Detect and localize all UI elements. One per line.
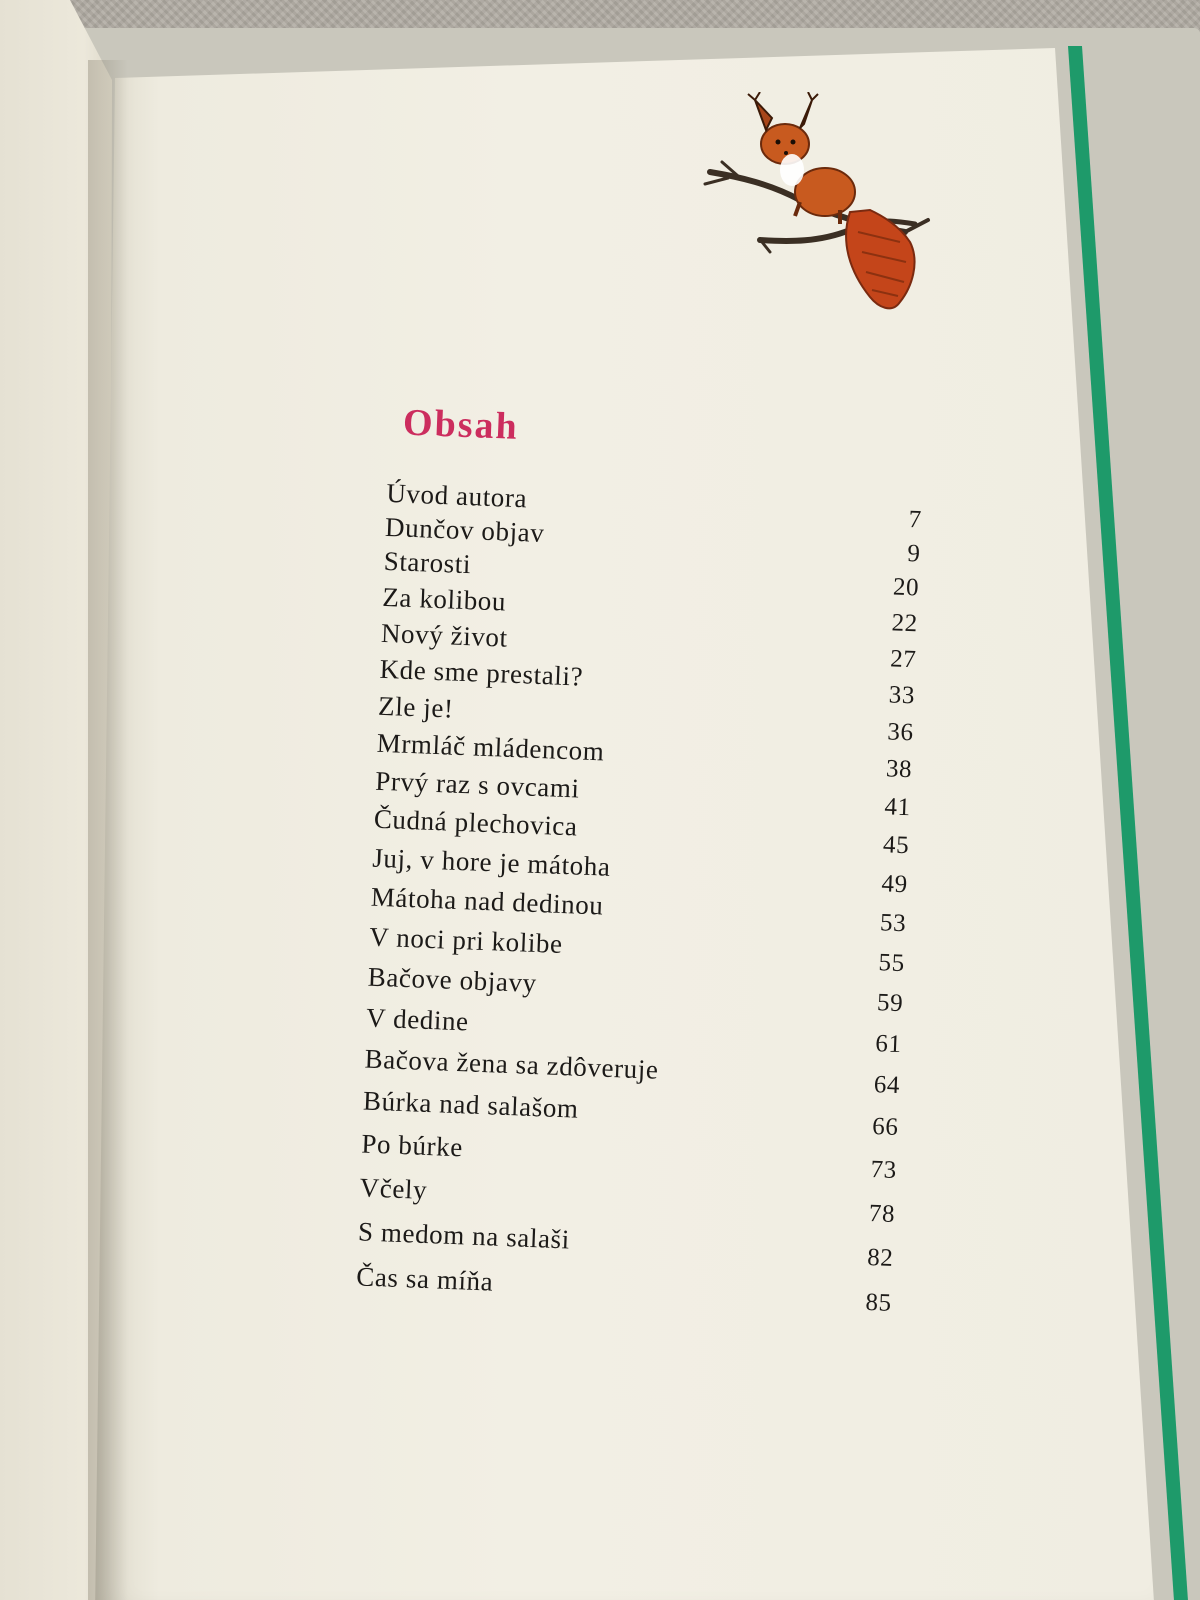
toc-entry-page-number: 82	[866, 1243, 894, 1272]
toc-entry-page-number: 20	[892, 573, 920, 602]
squirrel-illustration	[700, 92, 950, 332]
toc-entry-page-number: 27	[889, 645, 917, 674]
toc-entry-title: Mátoha nad dedinou	[370, 881, 605, 921]
toc-entry-page-number: 7	[908, 506, 923, 534]
toc-entry-title: Kde sme prestali?	[379, 653, 584, 692]
toc-entry-page-number: 73	[870, 1156, 898, 1185]
toc-entry-title: Čudná plechovica	[373, 803, 579, 842]
toc-entry-page-number: 45	[882, 831, 910, 860]
toc-entry-title: S medom na salaši	[357, 1216, 571, 1255]
toc-entry-title: Nový život	[380, 617, 509, 653]
toc-entry-page-number: 38	[885, 755, 913, 784]
toc-entry-title: Mrmláč mládencom	[376, 727, 606, 767]
toc-entry-page-number: 85	[864, 1288, 893, 1317]
toc-entry-title: V noci pri kolibe	[368, 921, 564, 960]
toc-entry-page-number: 9	[906, 539, 921, 568]
toc-entry-title: Starosti	[383, 545, 472, 580]
toc-entry-title: Búrka nad salašom	[362, 1085, 580, 1124]
toc-entry-page-number: 64	[873, 1071, 901, 1100]
toc-entry-title: Dunčov objav	[384, 511, 546, 549]
toc-entry-title: Čas sa míňa	[355, 1261, 494, 1297]
toc-entry-page-number: 41	[884, 793, 912, 822]
toc-entry-page-number: 55	[878, 949, 906, 978]
toc-entry-title: V dedine	[365, 1002, 470, 1037]
toc-entry-page-number: 61	[874, 1030, 903, 1059]
toc-heading: Obsah	[402, 401, 520, 448]
toc-list	[355, 477, 987, 1317]
toc-entry-title: Včely	[359, 1172, 428, 1205]
toc-entry-title: Za kolibou	[381, 581, 507, 617]
toc-entry-page-number: 78	[868, 1199, 896, 1228]
toc-entry-title: Juj, v hore je mátoha	[371, 842, 612, 882]
gutter-shadow	[88, 60, 128, 1600]
toc-entry-page-number: 22	[891, 609, 919, 638]
toc-entry-page-number: 33	[888, 681, 916, 710]
toc-entry-page-number: 36	[886, 718, 915, 747]
toc-entry-title: Zle je!	[377, 690, 455, 724]
table-of-contents	[354, 400, 1030, 1364]
squirrel-body	[795, 168, 855, 216]
toc-entry-title: Po búrke	[360, 1128, 464, 1163]
toc-entry-page-number: 59	[876, 989, 904, 1018]
toc-entry-title: Bačova žena sa zdôveruje	[364, 1043, 660, 1085]
toc-entry-page-number: 66	[871, 1113, 899, 1142]
toc-entry-title: Prvý raz s ovcami	[374, 765, 581, 804]
toc-entry-page-number: 53	[879, 909, 907, 938]
toc-entry-page-number: 49	[881, 870, 909, 899]
toc-entry-title: Bačove objavy	[367, 961, 538, 999]
toc-entry-title: Úvod autora	[385, 477, 528, 514]
